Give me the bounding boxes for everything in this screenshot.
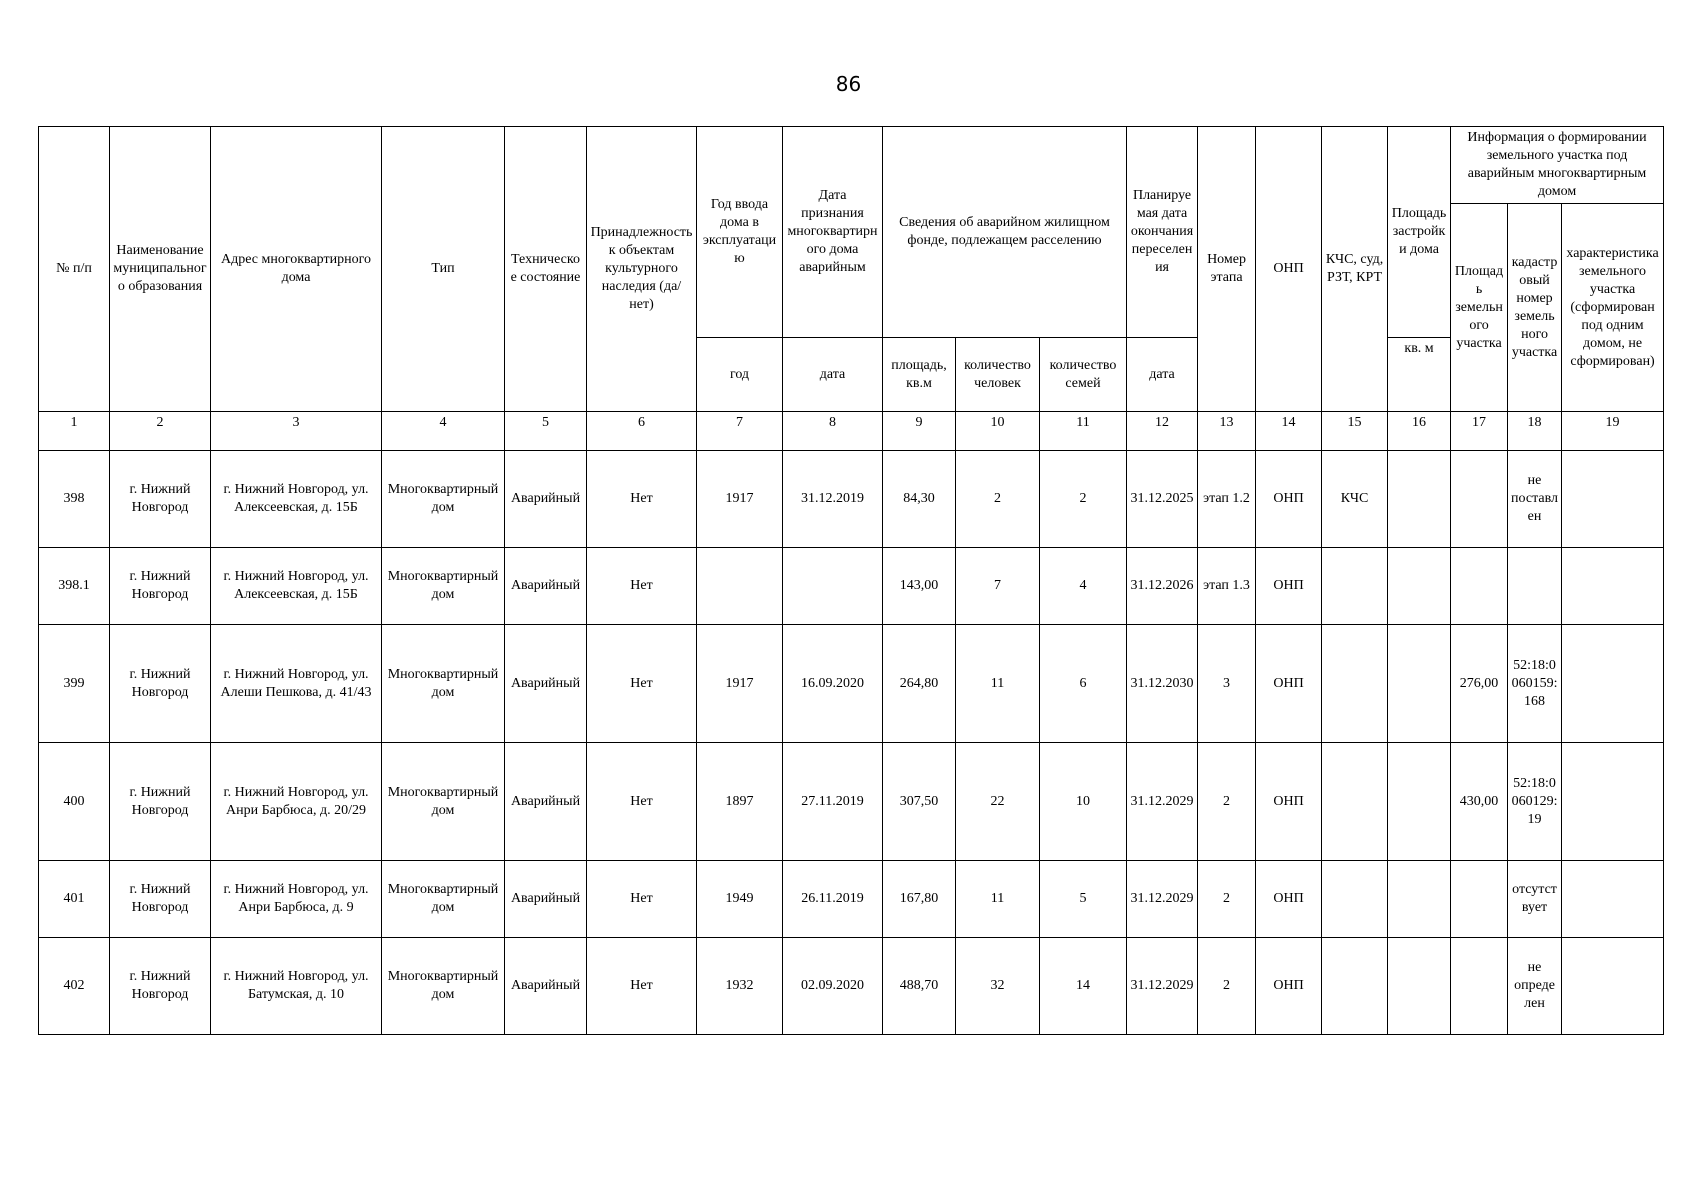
cell-area: 488,70 <box>883 938 956 1035</box>
hdr-planned-date: Планируемая дата окончания переселения <box>1127 127 1198 338</box>
cell-address: г. Нижний Новгород, ул. Алеши Пешкова, д. 41/43 <box>211 625 382 743</box>
cell-type: Многоквартирный дом <box>382 625 505 743</box>
cell-date: 27.11.2019 <box>783 743 883 861</box>
hdr-heritage: Принадлежность к объектам культурного наследия (да/нет) <box>587 127 697 412</box>
cell-heritage: Нет <box>587 451 697 548</box>
table-row <box>39 861 1664 938</box>
cell-building-area <box>1388 743 1451 861</box>
cell-plan-date: 31.12.2029 <box>1127 861 1198 938</box>
cell-families: 5 <box>1040 861 1127 938</box>
cell-date <box>783 548 883 625</box>
cell-address: г. Нижний Новгород, ул. Анри Барбюса, д. 9 <box>211 861 382 938</box>
cell-stage: этап 1.3 <box>1198 548 1256 625</box>
cell-onp: ОНП <box>1256 938 1322 1035</box>
hdr-cadastral: кадастровый номер земельного участка <box>1508 204 1562 412</box>
cell-heritage: Нет <box>587 861 697 938</box>
cell-address: г. Нижний Новгород, ул. Батумская, д. 10 <box>211 938 382 1035</box>
cell-municipality: г. Нижний Новгород <box>110 743 211 861</box>
cell-land-char <box>1562 861 1664 938</box>
cell-municipality: г. Нижний Новгород <box>110 625 211 743</box>
cell-kchs <box>1322 548 1388 625</box>
column-number-row <box>39 412 1664 451</box>
col-number: 18 <box>1508 412 1562 451</box>
cell-onp: ОНП <box>1256 861 1322 938</box>
cell-cadastral: 52:18:0060129:19 <box>1508 743 1562 861</box>
col-number: 1 <box>39 412 110 451</box>
table-row <box>39 743 1664 861</box>
cell-number: 399 <box>39 625 110 743</box>
cell-area: 167,80 <box>883 861 956 938</box>
cell-stage: 2 <box>1198 861 1256 938</box>
cell-type: Многоквартирный дом <box>382 861 505 938</box>
col-number: 19 <box>1562 412 1664 451</box>
cell-type: Многоквартирный дом <box>382 548 505 625</box>
cell-municipality: г. Нижний Новгород <box>110 451 211 548</box>
cell-cadastral: не поставлен <box>1508 451 1562 548</box>
col-number: 11 <box>1040 412 1127 451</box>
cell-plan-date: 31.12.2029 <box>1127 743 1198 861</box>
cell-area: 84,30 <box>883 451 956 548</box>
cell-area: 143,00 <box>883 548 956 625</box>
cell-stage: этап 1.2 <box>1198 451 1256 548</box>
cell-state: Аварийный <box>505 548 587 625</box>
cell-kchs <box>1322 861 1388 938</box>
cell-type: Многоквартирный дом <box>382 938 505 1035</box>
sub-plan-date: дата <box>1127 338 1198 412</box>
cell-families: 6 <box>1040 625 1127 743</box>
cell-heritage: Нет <box>587 938 697 1035</box>
cell-year: 1949 <box>697 861 783 938</box>
cell-year: 1917 <box>697 625 783 743</box>
cell-area: 264,80 <box>883 625 956 743</box>
cell-building-area <box>1388 938 1451 1035</box>
cell-families: 10 <box>1040 743 1127 861</box>
sub-building-area-unit: кв. м <box>1388 338 1451 412</box>
cell-address: г. Нижний Новгород, ул. Анри Барбюса, д. 20/29 <box>211 743 382 861</box>
cell-municipality: г. Нижний Новгород <box>110 938 211 1035</box>
cell-land-area: 276,00 <box>1451 625 1508 743</box>
col-number: 3 <box>211 412 382 451</box>
cell-cadastral: отсутствует <box>1508 861 1562 938</box>
hdr-address: Адрес многоквартирного дома <box>211 127 382 412</box>
cell-people: 32 <box>956 938 1040 1035</box>
sub-families: количество семей <box>1040 338 1127 412</box>
cell-heritage: Нет <box>587 625 697 743</box>
col-number: 13 <box>1198 412 1256 451</box>
sub-area: площадь, кв.м <box>883 338 956 412</box>
col-number: 7 <box>697 412 783 451</box>
cell-cadastral: 52:18:0060159:168 <box>1508 625 1562 743</box>
emergency-housing-table <box>38 126 1664 1035</box>
cell-land-char <box>1562 548 1664 625</box>
cell-onp: ОНП <box>1256 548 1322 625</box>
cell-land-area <box>1451 548 1508 625</box>
cell-municipality: г. Нижний Новгород <box>110 548 211 625</box>
cell-date: 16.09.2020 <box>783 625 883 743</box>
cell-heritage: Нет <box>587 743 697 861</box>
hdr-year: Год ввода дома в эксплуатацию <box>697 127 783 338</box>
cell-number: 402 <box>39 938 110 1035</box>
cell-land-char <box>1562 743 1664 861</box>
cell-municipality: г. Нижний Новгород <box>110 861 211 938</box>
cell-building-area <box>1388 861 1451 938</box>
table-row <box>39 451 1664 548</box>
hdr-housing-info: Сведения об аварийном жилищном фонде, подлежащем расселению <box>883 127 1127 338</box>
cell-address: г. Нижний Новгород, ул. Алексеевская, д. 15Б <box>211 451 382 548</box>
cell-land-area <box>1451 451 1508 548</box>
cell-people: 11 <box>956 861 1040 938</box>
cell-state: Аварийный <box>505 743 587 861</box>
cell-number: 398.1 <box>39 548 110 625</box>
cell-plan-date: 31.12.2025 <box>1127 451 1198 548</box>
page-number: 86 <box>835 72 862 96</box>
cell-people: 22 <box>956 743 1040 861</box>
cell-cadastral <box>1508 548 1562 625</box>
cell-date: 31.12.2019 <box>783 451 883 548</box>
cell-onp: ОНП <box>1256 451 1322 548</box>
cell-stage: 3 <box>1198 625 1256 743</box>
hdr-number: № п/п <box>39 127 110 412</box>
cell-state: Аварийный <box>505 451 587 548</box>
cell-families: 2 <box>1040 451 1127 548</box>
cell-heritage: Нет <box>587 548 697 625</box>
cell-families: 14 <box>1040 938 1127 1035</box>
cell-kchs <box>1322 938 1388 1035</box>
cell-state: Аварийный <box>505 861 587 938</box>
col-number: 12 <box>1127 412 1198 451</box>
col-number: 15 <box>1322 412 1388 451</box>
cell-kchs <box>1322 743 1388 861</box>
cell-onp: ОНП <box>1256 743 1322 861</box>
hdr-municipality: Наименование муниципального образования <box>110 127 211 412</box>
header-row-1 <box>39 127 1664 204</box>
table-row <box>39 548 1664 625</box>
cell-type: Многоквартирный дом <box>382 451 505 548</box>
cell-year <box>697 548 783 625</box>
sub-people: количество человек <box>956 338 1040 412</box>
cell-onp: ОНП <box>1256 625 1322 743</box>
cell-people: 11 <box>956 625 1040 743</box>
cell-number: 400 <box>39 743 110 861</box>
col-number: 10 <box>956 412 1040 451</box>
cell-area: 307,50 <box>883 743 956 861</box>
cell-cadastral: не определен <box>1508 938 1562 1035</box>
hdr-stage: Номер этапа <box>1198 127 1256 412</box>
col-number: 8 <box>783 412 883 451</box>
hdr-type: Тип <box>382 127 505 412</box>
cell-families: 4 <box>1040 548 1127 625</box>
cell-number: 401 <box>39 861 110 938</box>
cell-plan-date: 31.12.2030 <box>1127 625 1198 743</box>
hdr-land-info: Информация о формировании земельного участка под аварийным многоквартирным домом <box>1451 127 1664 204</box>
hdr-land-area: Площадь земельного участка <box>1451 204 1508 412</box>
col-number: 4 <box>382 412 505 451</box>
cell-people: 7 <box>956 548 1040 625</box>
cell-number: 398 <box>39 451 110 548</box>
col-number: 17 <box>1451 412 1508 451</box>
col-number: 5 <box>505 412 587 451</box>
table-row <box>39 938 1664 1035</box>
cell-people: 2 <box>956 451 1040 548</box>
cell-year: 1897 <box>697 743 783 861</box>
hdr-land-char: характеристика земельного участка (сформирован под одним домом, не сформирован) <box>1562 204 1664 412</box>
cell-date: 02.09.2020 <box>783 938 883 1035</box>
cell-land-char <box>1562 451 1664 548</box>
cell-land-char <box>1562 938 1664 1035</box>
cell-type: Многоквартирный дом <box>382 743 505 861</box>
hdr-recognition-date: Дата признания многоквартирного дома аварийным <box>783 127 883 338</box>
cell-building-area <box>1388 451 1451 548</box>
cell-year: 1917 <box>697 451 783 548</box>
cell-land-area <box>1451 938 1508 1035</box>
cell-land-char <box>1562 625 1664 743</box>
cell-address: г. Нижний Новгород, ул. Алексеевская, д. 15Б <box>211 548 382 625</box>
cell-land-area: 430,00 <box>1451 743 1508 861</box>
cell-building-area <box>1388 625 1451 743</box>
sub-date: дата <box>783 338 883 412</box>
cell-state: Аварийный <box>505 625 587 743</box>
col-number: 9 <box>883 412 956 451</box>
cell-state: Аварийный <box>505 938 587 1035</box>
cell-plan-date: 31.12.2029 <box>1127 938 1198 1035</box>
col-number: 14 <box>1256 412 1322 451</box>
hdr-onp: ОНП <box>1256 127 1322 412</box>
cell-kchs <box>1322 625 1388 743</box>
col-number: 16 <box>1388 412 1451 451</box>
cell-building-area <box>1388 548 1451 625</box>
col-number: 2 <box>110 412 211 451</box>
hdr-building-area: Площадь застройки дома <box>1388 127 1451 338</box>
table-row <box>39 625 1664 743</box>
col-number: 6 <box>587 412 697 451</box>
hdr-kchs: КЧС, суд, РЗТ, КРТ <box>1322 127 1388 412</box>
cell-stage: 2 <box>1198 743 1256 861</box>
cell-date: 26.11.2019 <box>783 861 883 938</box>
sub-year: год <box>697 338 783 412</box>
cell-kchs: КЧС <box>1322 451 1388 548</box>
cell-plan-date: 31.12.2026 <box>1127 548 1198 625</box>
hdr-tech-state: Техническое состояние <box>505 127 587 412</box>
cell-year: 1932 <box>697 938 783 1035</box>
cell-stage: 2 <box>1198 938 1256 1035</box>
cell-land-area <box>1451 861 1508 938</box>
